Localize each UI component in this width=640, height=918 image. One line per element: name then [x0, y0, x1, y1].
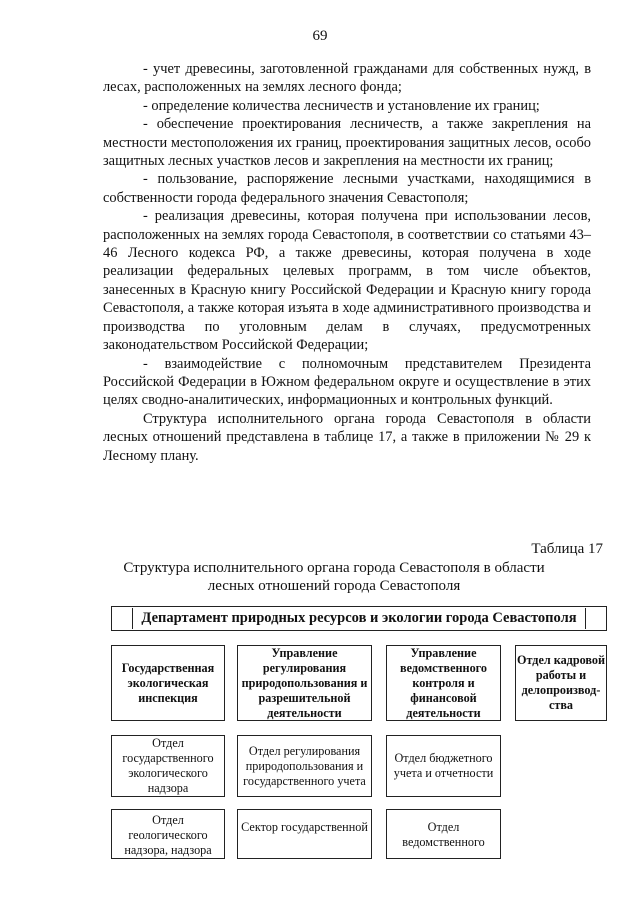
- org-unit-label: Отдел бюджетного учета и отчетности: [393, 751, 494, 780]
- body-text: [103, 60, 591, 465]
- paragraph: Структура исполнительного органа города Севастополя в области лесных отношений представлена в таблице 17, а также в приложении № 29 к Лесному плану.: [103, 410, 591, 464]
- org-unit-ecological-inspection: [111, 645, 225, 721]
- org-unit-label: Сектор государственной: [241, 820, 368, 834]
- org-unit-state-eco-supervision: [111, 735, 225, 797]
- org-unit-state-sector: [237, 809, 372, 859]
- paragraph: - пользование, распоряжение лесными участками, находящимися в собственности города федерального значения Севастополя;: [103, 171, 591, 206]
- paragraph: - определение количества лесничеств и установление их границ;: [143, 97, 540, 114]
- org-unit-budget-accounting: [386, 735, 501, 797]
- org-unit-nature-state-accounting: [237, 735, 372, 797]
- org-unit-label: Отдел ведомственного: [402, 820, 485, 849]
- paragraph: - реализация древесины, которая получена при использовании лесов, расположенных на землях города Севастополя, в соответствии со статьями 43–46 Лесного кодекса РФ, а также древесины, которая получена в ходе реализации федеральных целевых программ, в том числе объектов, занесенных в Красную книгу Российской Федерации и Красную книгу города Севастополя, а также которая изъята в ходе административного производства и производства по уголовным делам в случаях, предусмотренных законодательством Российской Федерации;: [103, 208, 591, 354]
- paragraph: - обеспечение проектирования лесничеств, а также закрепления на местности местоположения их границ, проектирования защитных лесов, особо защитных лесных участков лесов и закрепления на местности их границ;: [103, 116, 591, 170]
- org-unit-departmental: [386, 809, 501, 859]
- org-unit-label: Управление регулирования природопользования и разрешительной деятельности: [241, 645, 368, 720]
- org-unit-label: Отдел регулирования природопользования и государственного учета: [243, 743, 366, 788]
- org-unit-label: Управление ведомственного контроля и финансовой деятельности: [399, 645, 487, 720]
- org-unit-hr: [515, 645, 607, 721]
- page-number: 69: [312, 28, 328, 44]
- table-title: Структура исполнительного органа города Севастополя в области лесных отношений города Севастополя: [123, 560, 545, 594]
- org-unit-nature-regulation: [237, 645, 372, 721]
- paragraph: - взаимодействие с полномочным представителем Президента Российской Федерации в Южном федеральном округе и осуществление в этих целях сводно-аналитических, информационных и контрольных функций.: [103, 355, 591, 409]
- department-box: [111, 606, 607, 631]
- org-unit-label: Государственная экологическая инспекция: [121, 660, 215, 705]
- org-unit-label: Отдел государственного экологического надзора: [122, 736, 214, 795]
- org-unit-geological-supervision: [111, 809, 225, 859]
- org-unit-label: Отдел геологического надзора, надзора: [124, 813, 212, 857]
- paragraph: - учет древесины, заготовленной гражданами для собственных нужд, в лесах, расположенных на землях лесного фонда;: [103, 61, 591, 96]
- department-name: Департамент природных ресурсов и экологии города Севастополя: [132, 608, 585, 629]
- org-unit-departmental-control: [386, 645, 501, 721]
- table-caption: Таблица 17: [531, 541, 603, 557]
- org-unit-label: Отдел кадровой работы и делопроизвод-ства: [516, 653, 606, 712]
